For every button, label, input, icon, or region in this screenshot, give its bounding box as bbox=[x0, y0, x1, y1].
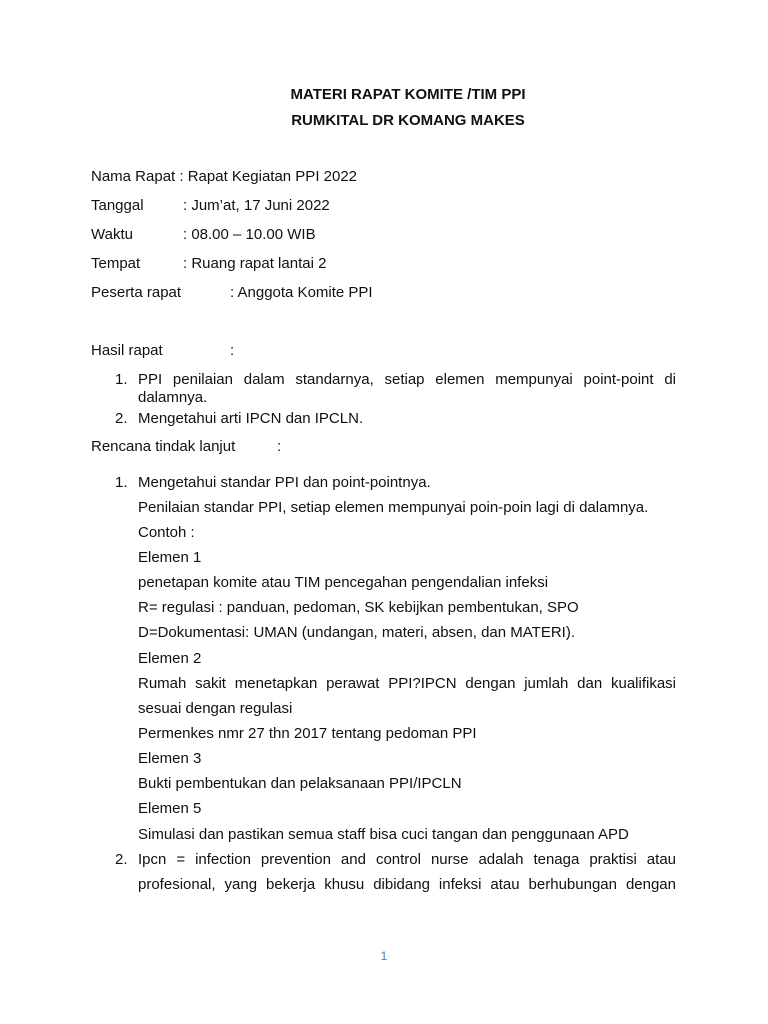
field-label: Peserta rapat bbox=[91, 284, 182, 301]
section-label: Rencana tindak lanjut bbox=[91, 438, 236, 455]
hasil-rapat-heading bbox=[91, 342, 234, 359]
rencana-heading bbox=[91, 438, 281, 455]
document-subtitle: RUMKITAL DR KOMANG MAKES bbox=[291, 112, 525, 129]
hasil-item-1-line1: PPI penilaian dalam standarnya, setiap elemen mempunyai point-point di bbox=[138, 371, 676, 388]
rencana-line: Rumah sakit menetapkan perawat PPI?IPCN dengan jumlah dan kualifikasi bbox=[138, 675, 676, 692]
hasil-item-1-line2: dalamnya. bbox=[138, 389, 208, 406]
rencana-line: Simulasi dan pastikan semua staff bisa cuci tangan dan penggunaan APD bbox=[138, 826, 629, 843]
rencana-line: Elemen 1 bbox=[138, 549, 202, 566]
field-label: Waktu bbox=[91, 226, 133, 243]
rencana-item-2-line1: Ipcn = infection prevention and control nurse adalah tenaga praktisi atau bbox=[138, 851, 676, 868]
rencana-line: D=Dokumentasi: UMAN (undangan, materi, absen, dan MATERI). bbox=[138, 624, 575, 641]
field-value: : Ruang rapat lantai 2 bbox=[183, 255, 327, 272]
field-value: : 08.00 – 10.00 WIB bbox=[183, 226, 316, 243]
rencana-line: Permenkes nmr 27 thn 2017 tentang pedoman PPI bbox=[138, 725, 477, 742]
field-tanggal bbox=[91, 197, 330, 214]
field-value: : Anggota Komite PPI bbox=[230, 284, 373, 301]
rencana-line: R= regulasi : panduan, pedoman, SK kebijkan pembentukan, SPO bbox=[138, 599, 579, 616]
rencana-line: Bukti pembentukan dan pelaksanaan PPI/IPCLN bbox=[138, 775, 462, 792]
field-waktu bbox=[91, 226, 316, 243]
section-colon: : bbox=[277, 438, 282, 455]
page-number: 1 bbox=[380, 949, 388, 963]
rencana-line: Elemen 2 bbox=[138, 650, 202, 667]
field-tempat bbox=[91, 255, 326, 272]
field-label: Tempat bbox=[91, 255, 141, 272]
field-label: Tanggal bbox=[91, 197, 144, 214]
rencana-line: Mengetahui standar PPI dan point-pointnya. bbox=[138, 474, 431, 491]
list-number: 2. bbox=[115, 410, 128, 427]
field-label: Nama Rapat bbox=[91, 168, 176, 185]
rencana-item-2-line2: profesional, yang bekerja khusu dibidang infeksi atau berhubungan dengan bbox=[138, 876, 676, 893]
hasil-item-2: Mengetahui arti IPCN dan IPCLN. bbox=[138, 410, 364, 427]
rencana-line: Elemen 3 bbox=[138, 750, 202, 767]
rencana-line: sesuai dengan regulasi bbox=[138, 700, 293, 717]
field-value: : Jum’at, 17 Juni 2022 bbox=[183, 197, 330, 214]
list-number: 1. bbox=[115, 474, 128, 491]
rencana-line: Penilaian standar PPI, setiap elemen mempunyai poin-poin lagi di dalamnya. bbox=[138, 499, 649, 516]
section-colon: : bbox=[230, 342, 235, 359]
field-peserta-rapat bbox=[91, 284, 373, 301]
rencana-line: Contoh : bbox=[138, 524, 195, 541]
field-nama-rapat bbox=[91, 168, 357, 185]
section-label: Hasil rapat bbox=[91, 342, 163, 359]
list-number: 1. bbox=[115, 371, 128, 388]
list-number: 2. bbox=[115, 851, 128, 868]
document-title: MATERI RAPAT KOMITE /TIM PPI bbox=[290, 86, 526, 103]
rencana-line: penetapan komite atau TIM pencegahan pengendalian infeksi bbox=[138, 574, 549, 591]
field-value: : Rapat Kegiatan PPI 2022 bbox=[179, 168, 358, 185]
rencana-line: Elemen 5 bbox=[138, 800, 202, 817]
